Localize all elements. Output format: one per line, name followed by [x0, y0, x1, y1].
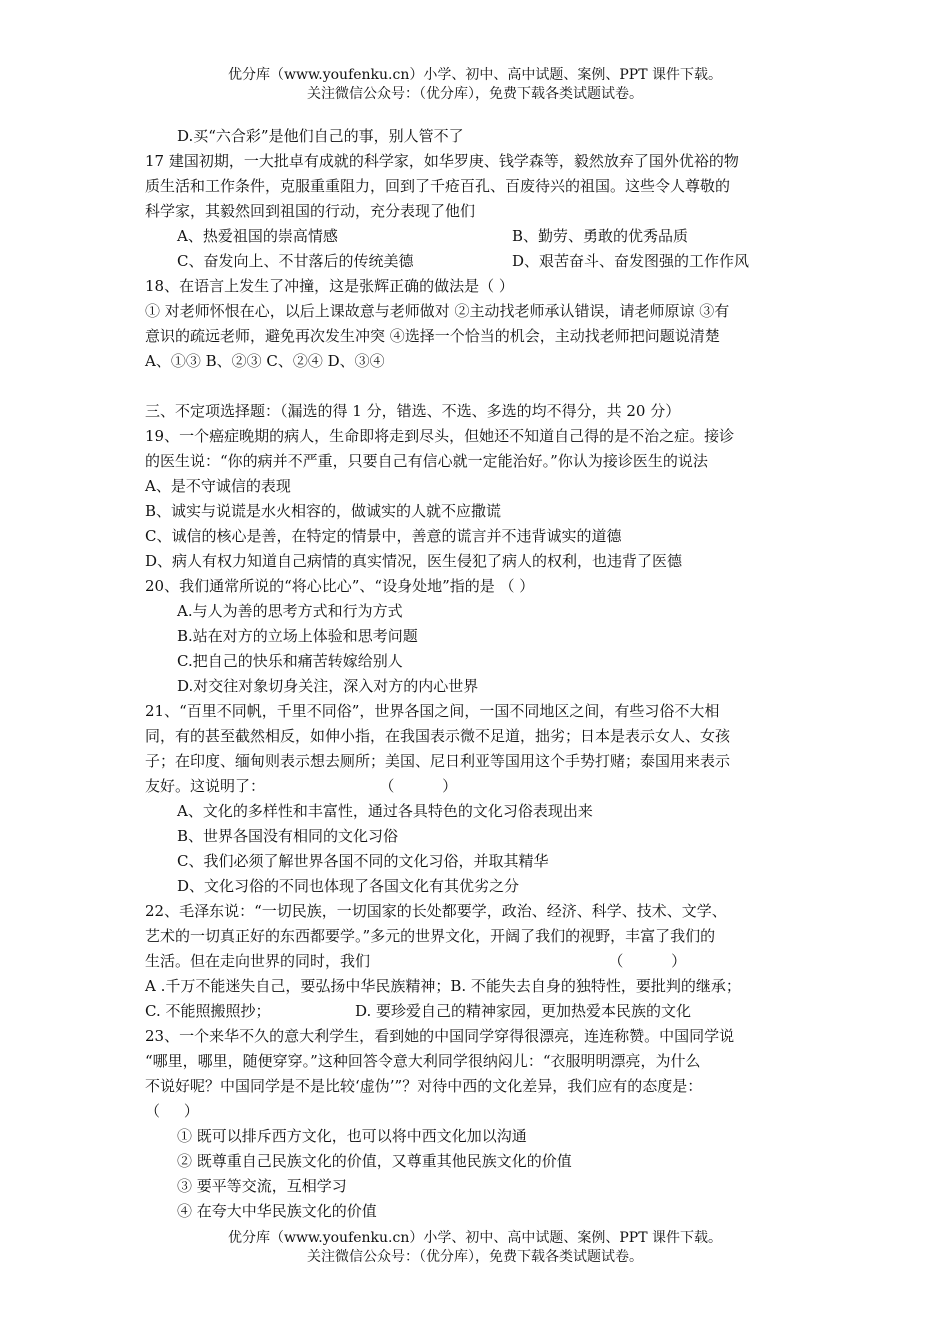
q17-stem-line: 质生活和工作条件，克服重重阻力，回到了千疮百孔、百废待兴的祖国。这些令人尊敬的: [145, 177, 731, 195]
q21-option-d: D、文化习俗的不同也体现了各国文化有其优劣之分: [177, 877, 520, 895]
q19-option: D、病人有权力知道自己病情的真实情况，医生侵犯了病人的权利，也违背了医德: [145, 552, 683, 570]
q17-stem-line: 17 建国初期，一大批卓有成就的科学家，如华罗庚、钱学森等，毅然放弃了国外优裕的物: [145, 152, 739, 170]
q21-stem-line: 同，有的甚至截然相反，如伸小指，在我国表示微不足道，拙劣；日本是表示女人、女孩: [145, 727, 731, 745]
section-3-title: 三、不定项选择题：（漏选的得 1 分，错选、不选、多选的均不得分，共 20 分）: [145, 402, 681, 420]
q22-options-cd: [145, 999, 810, 1024]
q16-option-d: D.买“六合彩”是他们自己的事，别人管不了: [177, 127, 464, 145]
q20-option-c: C.把自己的快乐和痛苦转嫁给别人: [177, 652, 403, 670]
q19-stem-line: 的医生说：“你的病并不严重，只要自己有信心就一定能治好。”你认为接诊医生的说法: [145, 452, 708, 470]
page-header: [0, 66, 950, 104]
q18-line: 意识的疏远老师，避免再次发生冲突 ④选择一个恰当的机会，主动找老师把问题说清楚: [145, 327, 720, 345]
footer-line-2: 关注微信公众号：（优分库），免费下载各类试题试卷。: [307, 1249, 643, 1265]
q19-option: B、诚实与说谎是水火相容的，做诚实的人就不应撒谎: [145, 502, 502, 520]
q19-option: C、诚信的核心是善，在特定的情景中，善意的谎言并不违背诚实的道德: [145, 527, 622, 545]
q19-stem-line: 19、一个癌症晚期的病人，生命即将走到尽头，但她还不知道自己得的是不治之症。接诊: [145, 427, 735, 445]
q23-option-3: ③ 要平等交流，互相学习: [177, 1177, 347, 1195]
q23-option-1: ① 既可以排斥西方文化，也可以将中西文化加以沟通: [177, 1127, 527, 1145]
q19-option: A、是不守诚信的表现: [145, 477, 291, 495]
q21-stem-line: 21、“百里不同帆，千里不同俗”，世界各国之间，一国不同地区之间，有些习俗不大相: [145, 702, 720, 720]
header-line-1: 优分库（www.youfenku.cn）小学、初中、高中试题、案例、PPT 课件下载。: [227, 67, 722, 83]
q21-option-b: B、世界各国没有相同的文化习俗: [177, 827, 399, 845]
page-footer: [0, 1229, 950, 1267]
q22-stem-line: 生活。但在走向世界的同时，我们 （ ）: [145, 952, 687, 970]
question-20: [145, 574, 810, 699]
q21-option-c: C、我们必须了解世界各国不同的文化习俗，并取其精华: [177, 852, 549, 870]
q22-options-ab: A .千万不能迷失自己，要弘扬中华民族精神；B. 不能失去自身的独特性，要批判的继承；: [145, 977, 741, 995]
q17-option-d: D、艰苦奋斗、奋发图强的工作作风: [512, 252, 750, 270]
header-line-2: 关注微信公众号：（优分库），免费下载各类试题试卷。: [307, 86, 643, 102]
q23-stem-line: 不说好呢？中国同学是不是比较‘虚伪’”？对待中西的文化差异，我们应有的态度是：: [145, 1077, 703, 1095]
q18-line: ① 对老师怀恨在心，以后上课故意与老师做对 ②主动找老师承认错误，请老师原谅 ③有: [145, 302, 730, 320]
q20-option-d: D.对交往对象切身关注，深入对方的内心世界: [177, 677, 479, 695]
q22-option-c: C. 不能照搬照抄；: [145, 1002, 271, 1020]
question-22: [145, 899, 810, 1024]
q23-answer-bracket: （ ）: [145, 1102, 199, 1120]
q23-option-4: ④ 在夸大中华民族文化的价值: [177, 1202, 377, 1220]
q17-option-b: B、勤劳、勇敢的优秀品质: [512, 227, 689, 245]
q17-option-c: C、奋发向上、不甘落后的传统美德: [177, 252, 414, 270]
q21-stem-line: 友好。这说明了： （ ）: [145, 777, 458, 795]
question-17: [145, 149, 810, 274]
q20-option-a: A.与人为善的思考方式和行为方式: [177, 602, 403, 620]
q22-option-d: D. 要珍爱自己的精神家园，更加热爱本民族的文化: [355, 1002, 692, 1020]
q23-option-2: ② 既尊重自己民族文化的价值，又尊重其他民族文化的价值: [177, 1152, 572, 1170]
q18-line: 18、在语言上发生了冲撞，这是张辉正确的做法是（ ）: [145, 277, 514, 295]
q17-stem-line: 科学家，其毅然回到祖国的行动，充分表现了他们: [145, 202, 476, 220]
q17-options-row: [145, 249, 810, 274]
q17-option-a: A、热爱祖国的崇高情感: [177, 227, 338, 245]
spacer: [145, 374, 810, 399]
q20-option-b: B.站在对方的立场上体验和思考问题: [177, 627, 418, 645]
q18-options: A、①③ B、②③ C、②④ D、③④: [145, 352, 385, 370]
q22-stem-line: 艺术的一切真正好的东西都要学。”多元的世界文化，开阔了我们的视野，丰富了我们的: [145, 927, 716, 945]
q23-stem-line: “哪里，哪里，随便穿穿。”这种回答令意大利同学很纳闷儿：“衣服明明漂亮，为什么: [145, 1052, 701, 1070]
q21-stem-line: 子；在印度、缅甸则表示想去厕所；美国、尼日利亚等国用这个手势打赌；泰国用来表示: [145, 752, 731, 770]
question-19: [145, 424, 810, 574]
question-23: [145, 1024, 810, 1224]
footer-line-1: 优分库（www.youfenku.cn）小学、初中、高中试题、案例、PPT 课件下载。: [227, 1230, 722, 1246]
question-21: [145, 699, 810, 899]
q17-options-row: [145, 224, 810, 249]
question-18: [145, 274, 810, 374]
q21-option-a: A、文化的多样性和丰富性，通过各具特色的文化习俗表现出来: [177, 802, 593, 820]
exam-content: [145, 124, 810, 1224]
q23-stem-line: 23、一个来华不久的意大利学生，看到她的中国同学穿得很漂亮，连连称赞。中国同学说: [145, 1027, 735, 1045]
q20-stem: 20、我们通常所说的“将心比心”、“设身处地”指的是 （ ）: [145, 577, 535, 595]
q22-stem-line: 22、毛泽东说：“一切民族，一切国家的长处都要学，政治、经济、科学、技术、文学、: [145, 902, 727, 920]
